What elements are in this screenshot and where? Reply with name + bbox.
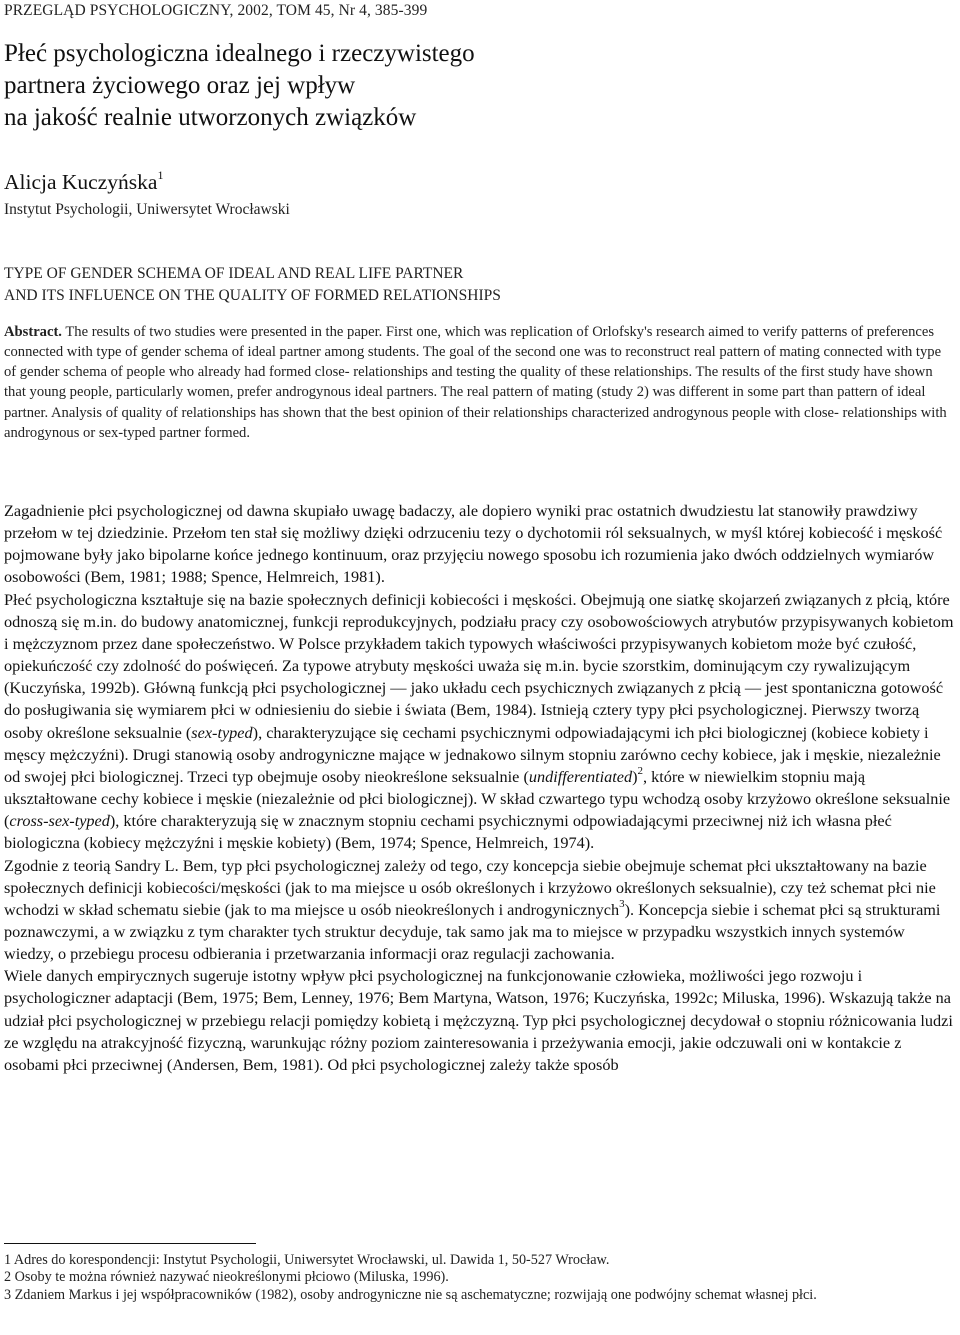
abstract: [4, 322, 950, 443]
abstract-text: The results of two studies were presented in the paper. First one, which was replication of Orlofsky's research aimed to verify patterns of preferences connected with type of gender schema of ideal partner among students. The goal of the second one was to reconstruct real pattern of mating connected with type of gender schema of people who already had formed close- relationships and testing the quality of these relationships. The results of the first study have shown that young people, particularly women, prefer androgynous ideal partners. The real pattern of mating (study 2) was different in some part than pattern of ideal partner. Analysis of quality of relationships has shown that the best opinion of their relationships characterized androgynous people with close- relationships with androgynous or sex-typed partner formed.: [4, 324, 947, 441]
footnote: 1 Adres do korespondencji: Instytut Psychologii, Uniwersytet Wrocławski, ul. Dawida 1, 50-527 Wrocław.: [4, 1252, 610, 1268]
journal-header: PRZEGLĄD PSYCHOLOGICZNY, 2002, TOM 45, Nr 4, 385-399: [4, 2, 428, 19]
paragraph: Płeć psychologiczna kształtuje się na bazie społecznych definicji kobiecości i męskości. Obejmują one siatkę skojarzeń związanych z płcią, które odnoszą się m.in. do budowy anatomicznej, funkcji reprodukcyjnych, podziału pracy czy osobowościowych atrybutów przypisywanych kobietom i mężczyznom przez dane społeczeństwo. W Polsce przykładem takich typowych właściwości przypisywanych kobietom może być czułość, opiekuńczość czy zdolność do poświęceń. Za typowe atrybuty męskości uważa się m.in. bycie szorstkim, dominującym czy rywalizującym (Kuczyńska, 1992b). Główną funkcją płci psychologicznej — jako układu cech psychicznych związanych z płcią — jest spontaniczna gotowość do posługiwania się wymiarem płci w odniesieniu do siebie i świata (Bem, 1984). Istnieją cztery typy płci psychologicznej. Pierwszy tworzą osoby określone seksualnie (sex-typed), charakteryzujące się cechami psychicznymi odpowiadającymi ich płci biologicznej (kobiece kobiety i męscy mężczyźni). Drugi stanowią osoby androgyniczne mające w jednakowo silnym stopniu zarówno cechy kobiece, jak i męskie, niezależnie od swojej płci biologicznej. Trzeci typ obejmuje osoby nieokreślone seksualnie (undifferentiated)$^2$, które w niewielkim stopniu mają ukształtowane cechy kobiece i męskie (niezależnie od płci biologicznej). W skład czwartego typu wchodzą osoby krzyżowo określone seksualnie (cross-sex-typed), które charakteryzują się w znacznym stopniu cechami psychicznymi odpowiadającymi przeciwnej niż ich własna płeć biologiczna (kobiecy mężczyźni i męskie kobiety) (Bem, 1974; Spence, Helmreich, 1974).: [4, 590, 954, 853]
term-cross-sex-typed: cross-sex-typed: [9, 812, 110, 831]
footnote-divider: [4, 1243, 256, 1244]
abstract-label: Abstract.: [4, 324, 62, 340]
body-text: [4, 500, 956, 1076]
footnote-ref-2[interactable]: 2: [637, 765, 643, 778]
author-footnote-mark: 1: [157, 168, 164, 182]
affiliation: Instytut Psychologii, Uniwersytet Wrocławski: [4, 201, 290, 218]
footnote-ref-3[interactable]: 3: [619, 898, 625, 911]
article-title: [4, 38, 904, 134]
english-title: [4, 263, 501, 307]
paragraph: Wiele danych empirycznych sugeruje istotny wpływ płci psychologicznej na funkcjonowanie człowieka, możliwości jego rozwoju i psychologiczner adaptacji (Bem, 1975; Bem, Lenney, 1976; Bem Martyna, Watson, 1976; Kuczyńska, 1992c; Miluska, 1996). Wskazują także na udział płci psychologicznej w przebiegu relacji pomiędzy kobietą i mężczyzną. Typ płci psychologicznej decydował o stopniu różnicowania ludzi ze względu na atrakcyjność fizyczną, warunkując różny poziom zainteresowania i przeżywania emocji, jakie odczuwali oni w kontakcie z osobami płci przeciwnej (Andersen, Bem, 1981). Od płci psychologicznej zależy także sposób: [4, 967, 953, 1074]
title-line: Płeć psychologiczna idealnego i rzeczywistego: [4, 40, 475, 67]
paragraph: Zgodnie z teorią Sandry L. Bem, typ płci psychologicznej zależy od tego, czy koncepcja siebie obejmuje schemat płci ukształtowany na bazie społecznych definicji kobiecości/męskości (jak to ma miejsce u osób określonych i krzyżowo określonych seksualnie), czy też schemat płci nie wchodzi w skład schematu siebie (jak to ma miejsce u osób nieokreślonych i androgynicznych$^3$). Koncepcja siebie i schemat płci są strukturami poznawczymi, a w związku z tym charakter tych struktur decyduje, tak samo jak ma to miejsce w przypadku wszystkich innych systemów wiedzy, o przebiegu procesu odbierania i przetwarzania informacji oraz regulacji zachowania.: [4, 856, 941, 964]
author: [4, 170, 163, 195]
footnote: 3 Zdaniem Markus i jej współpracowników (1982), osoby androgyniczne nie są aschematyczne; rozwijają one podwójny schemat własnej płci.: [4, 1286, 817, 1303]
author-name: Alicja Kuczyńska: [4, 170, 158, 195]
title-line: na jakość realnie utworzonych związków: [4, 104, 417, 131]
footnote: 2 Osoby te można również nazywać nieokreślonymi płciowo (Miluska, 1996).: [4, 1269, 449, 1286]
footnotes: [4, 1252, 950, 1304]
english-title-line: TYPE OF GENDER SCHEMA OF IDEAL AND REAL LIFE PARTNER: [4, 265, 464, 282]
title-line: partnera życiowego oraz jej wpływ: [4, 72, 356, 99]
term-sex-typed: sex-typed: [191, 723, 253, 742]
term-undifferentiated: undifferentiated: [528, 767, 633, 786]
paragraph: Zagadnienie płci psychologicznej od dawna skupiało uwagę badaczy, ale dopiero wyniki prac ostatnich dwudziestu lat stanowiły prawdziwy przełom w tej dziedzinie. Przełom ten stał się możliwy dzięki odrzuceniu tezy o dychotomii ról seksualnych, w myśl której kobiecość i męskość pojmowane były jako bipolarne końce jednego kontinuum, oraz przyjęciu nowego sposobu ich rozumienia jako dwóch oddzielnych wymiarów osobowości (Bem, 1981; 1988; Spence, Helmreich, 1981).: [4, 502, 943, 587]
english-title-line: AND ITS INFLUENCE ON THE QUALITY OF FORMED RELATIONSHIPS: [4, 287, 501, 304]
